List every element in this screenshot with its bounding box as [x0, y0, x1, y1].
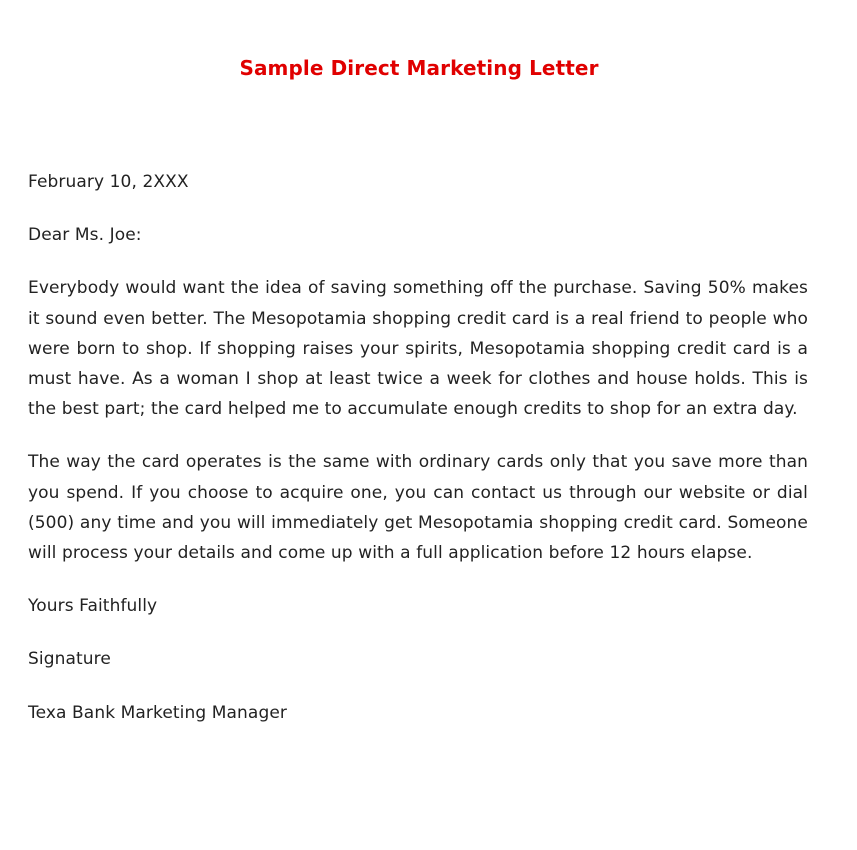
letter-paragraph-2: The way the card operates is the same with ordinary cards only that you save more than you spend. If you choose to acquire one, you can contact us through our website or dial (500) any time and you will immediately get Mesopotamia shopping credit card. Someone will process your details and come up with a full application before 12 hours elapse. — [28, 452, 808, 564]
letter-date: February 10, 2XXX — [28, 172, 189, 192]
letter-closing: Yours Faithfully — [28, 596, 158, 617]
letter-signer-title: Texa Bank Marketing Manager — [28, 702, 287, 723]
letter-salutation: Dear Ms. Joe: — [28, 225, 142, 246]
letter-signature: Signature — [28, 649, 111, 670]
letter-paragraph-1: Everybody would want the idea of saving something off the purchase. Saving 50% makes it sound even better. The Mesopotamia shopping credit card is a real friend to people who were born to shop. If shopping raises your spirits, Mesopotamia shopping credit card is a must have. As a woman I shop at least twice a week for clothes and house holds. This is the best part; the card helped me to accumulate enough credits to shop for an extra day. — [28, 278, 808, 420]
letter-title: Sample Direct Marketing Letter — [239, 56, 599, 80]
letter-body — [28, 167, 808, 728]
